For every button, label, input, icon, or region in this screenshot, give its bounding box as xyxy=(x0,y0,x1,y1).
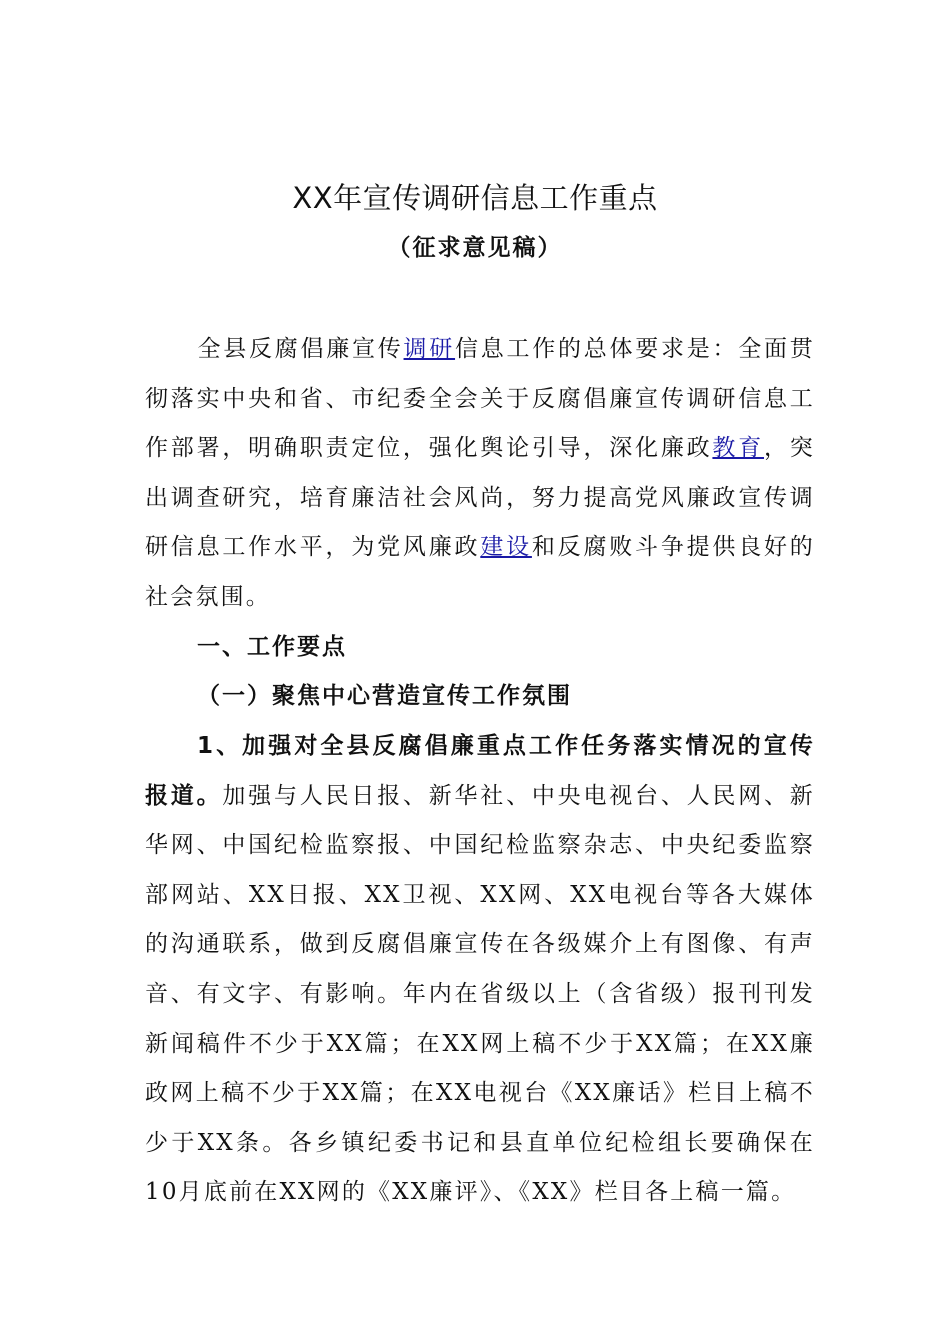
intro-text-3: ，突出调查研究，培育廉洁社会风尚，努力提高党风廉政宣传调研信息工作水平，为党风廉政 xyxy=(145,435,816,561)
link-research[interactable]: 调研 xyxy=(403,336,456,362)
intro-text-2: 信息工作的总体要求是：全面贯彻落实中央和省、市纪委全会关于反腐倡廉宣传调研信息工作部署，明确职责定位，强化舆论引导，深化廉政 xyxy=(145,336,815,462)
intro-text-4: 和反腐败斗争提供良好的社会氛围。 xyxy=(145,534,816,610)
document-title: XX年宣传调研信息工作重点 xyxy=(292,181,658,215)
item-1-text: 加强与人民日报、新华社、中央电视台、人民网、新华网、中国纪检监察报、中国纪检监察杂志、中央纪委监察部网站、XX日报、XX卫视、XX网、XX电视台等各大媒体的沟通联系，做到反腐倡廉宣传在各级媒介上有图像、有声音、有文字、有影响。年内在省级以上（含省级）报刊刊发新闻稿件不少于XX篇；在XX网上稿不少于XX篇；在XX廉政网上稿不少于XX篇；在XX电视台《XX廉话》栏目上稿不少于XX条。各乡镇纪委书记和县直单位纪检组长要确保在10月底前在XX网的《XX廉评》、《XX》栏目各上稿一篇。 xyxy=(145,782,815,1206)
link-education[interactable]: 教育 xyxy=(712,435,765,462)
item-1-lead: 1、加强对全县反腐倡廉重点工作任务落实情况的宣传报道。 xyxy=(145,733,815,809)
link-construction[interactable]: 建设 xyxy=(480,534,532,561)
intro-text-1: 全县反腐倡廉宣传 xyxy=(197,336,404,362)
item-1-paragraph xyxy=(145,722,815,1218)
subsection-heading-1-1: （一）聚焦中心营造宣传工作氛围 xyxy=(197,683,572,709)
section-heading-1: 一、工作要点 xyxy=(197,634,347,660)
document-subtitle: （征求意见稿） xyxy=(387,235,563,261)
intro-paragraph xyxy=(145,325,815,623)
